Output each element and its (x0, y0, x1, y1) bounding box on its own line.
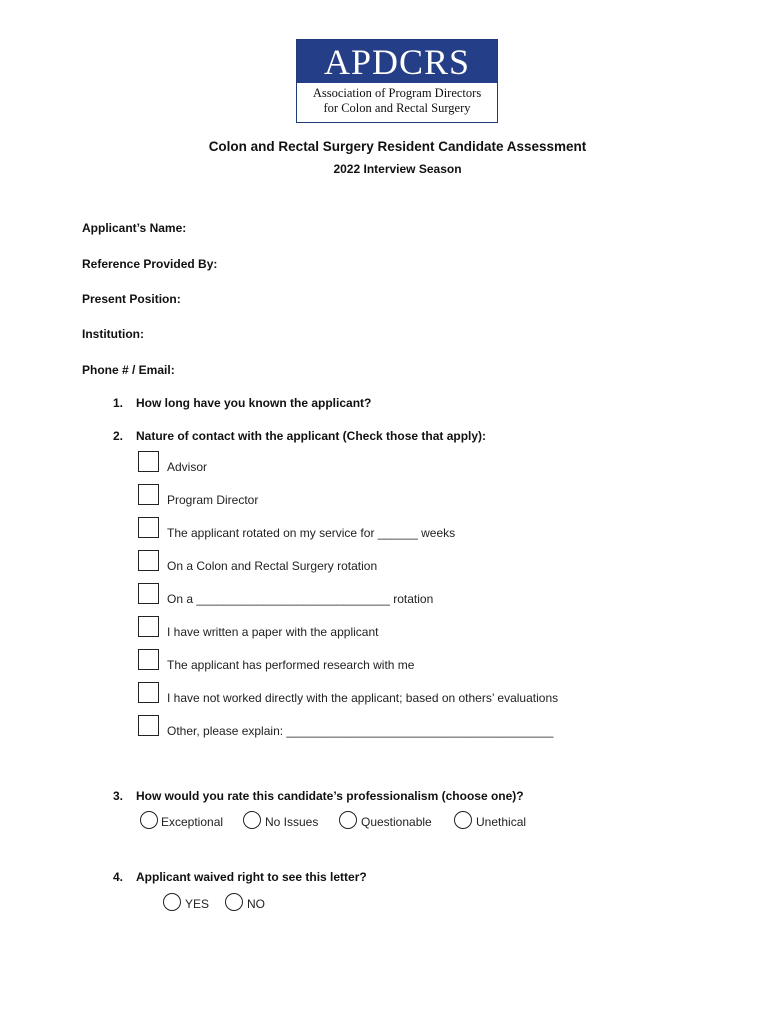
radio-label: Exceptional (161, 815, 224, 829)
radio-label: NO (247, 897, 265, 911)
checkbox-other[interactable] (138, 715, 159, 736)
checkbox-label: Advisor (167, 460, 208, 474)
radio-yes[interactable] (163, 893, 181, 911)
question-text: How would you rate this candidate’s professionalism (choose one)? (136, 789, 524, 803)
question-text: Nature of contact with the applicant (Check those that apply): (136, 429, 487, 443)
field-reference-provided-by: Reference Provided By: (82, 257, 218, 271)
checkbox-not-worked-directly[interactable] (138, 682, 159, 703)
logo-acronym: APDCRS (297, 40, 497, 83)
checkbox-label: Program Director (167, 493, 259, 507)
question-number: 2. (113, 429, 124, 443)
radio-label: Unethical (476, 815, 527, 829)
document-subtitle: 2022 Interview Season (333, 162, 462, 176)
checkbox-label: Other, please explain: ________________________________________ (167, 724, 554, 738)
question-number: 4. (113, 870, 124, 884)
checkbox-label: I have written a paper with the applicant (167, 625, 379, 639)
checkbox-performed-research[interactable] (138, 649, 159, 670)
radio-exceptional[interactable] (140, 811, 158, 829)
logo-line-2: for Colon and Rectal Surgery (323, 101, 471, 115)
checkbox-crs-rotation[interactable] (138, 550, 159, 571)
checkbox-label: On a Colon and Rectal Surgery rotation (167, 559, 378, 573)
checkbox-advisor[interactable] (138, 451, 159, 472)
field-phone-email: Phone # / Email: (82, 363, 175, 377)
checkbox-other-rotation[interactable] (138, 583, 159, 604)
question-number: 3. (113, 789, 124, 803)
radio-unethical[interactable] (454, 811, 472, 829)
checkbox-written-paper[interactable] (138, 616, 159, 637)
radio-no[interactable] (225, 893, 243, 911)
logo-line-1: Association of Program Directors (312, 86, 482, 100)
radio-questionable[interactable] (339, 811, 357, 829)
field-applicant-name: Applicant’s Name: (82, 221, 187, 235)
checkbox-program-director[interactable] (138, 484, 159, 505)
radio-label: YES (185, 897, 210, 911)
checkbox-label: On a _____________________________ rotation (167, 592, 434, 606)
field-present-position: Present Position: (82, 292, 181, 306)
checkbox-label: The applicant has performed research with me (167, 658, 415, 672)
question-text: How long have you known the applicant? (136, 396, 372, 410)
question-number: 1. (113, 396, 124, 410)
radio-no-issues[interactable] (243, 811, 261, 829)
field-institution: Institution: (82, 327, 144, 341)
checkbox-rotated-on-service[interactable] (138, 517, 159, 538)
checkbox-label: I have not worked directly with the applicant; based on others’ evaluations (167, 691, 559, 705)
radio-label: No Issues (265, 815, 319, 829)
logo-subtitle (297, 86, 497, 116)
checkbox-label: The applicant rotated on my service for ______ weeks (167, 526, 456, 540)
apdcrs-logo (296, 39, 498, 123)
document-title: Colon and Rectal Surgery Resident Candidate Assessment (208, 139, 587, 154)
question-text: Applicant waived right to see this letter? (136, 870, 367, 884)
radio-label: Questionable (361, 815, 432, 829)
